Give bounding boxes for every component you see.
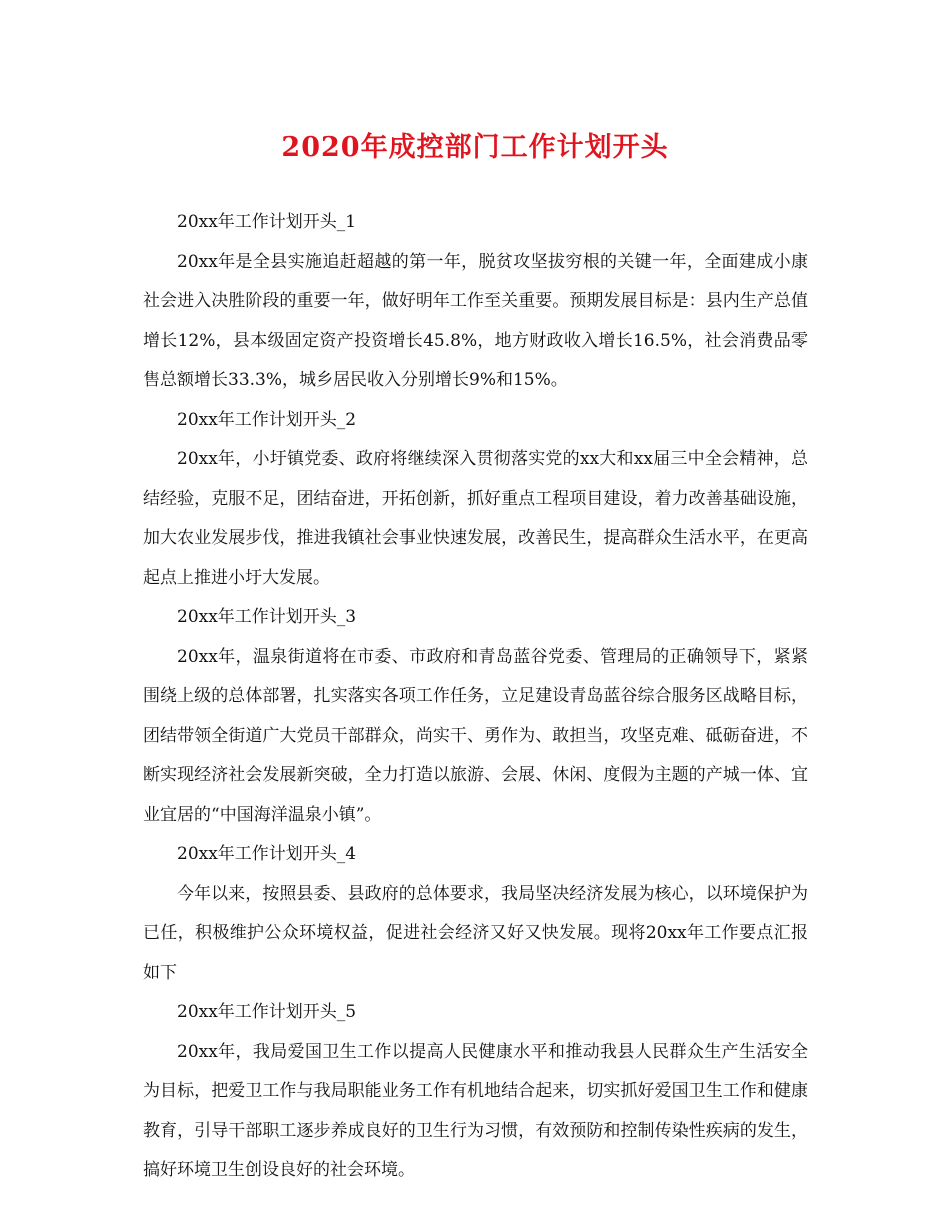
- section-heading-5: 20xx年工作计划开头_5: [177, 1002, 357, 1022]
- section-text-1: 20xx年是全县实施追赶超越的第一年，脱贫攻坚拔穷根的关键一年，全面建成小康社会进入决胜阶段的重要一年，做好明年工作至关重要。预期发展目标是：县内生产总值增长12%，县本级固定资产投资增长45.8%，地方财政收入增长16.5%，社会消费品零售总额增长33.3%，城乡居民收入分别增长9%和15%。: [143, 251, 808, 390]
- section-text-2: 20xx年，小圩镇党委、政府将继续深入贯彻落实党的xx大和xx届三中全会精神，总结经验，克服不足，团结奋进，开拓创新，抓好重点工程项目建设，着力改善基础设施，加大农业发展步伐，推进我镇社会事业快速发展，改善民生，提高群众生活水平，在更高起点上推进小圩大发展。: [143, 449, 808, 588]
- document-body: [143, 203, 808, 1191]
- section-text-3: 20xx年，温泉街道将在市委、市政府和青岛蓝谷党委、管理局的正确领导下，紧紧围绕上级的总体部署，扎实落实各项工作任务，立足建设青岛蓝谷综合服务区战略目标，团结带领全街道广大党员干部群众，尚实干、勇作为、敢担当，攻坚克难、砥砺奋进，不断实现经济社会发展新突破，全力打造以旅游、会展、休闲、度假为主题的产城一体、宜业宜居的“中国海洋温泉小镇”。: [143, 646, 808, 825]
- section-heading-2: 20xx年工作计划开头_2: [177, 409, 357, 430]
- section-text-5: 20xx年，我局爱国卫生工作以提高人民健康水平和推动我县人民群众生产生活安全为目标，把爱卫工作与我局职能业务工作有机地结合起来，切实抓好爱国卫生工作和健康教育，引导干部职工逐步养成良好的卫生行为习惯，有效预防和控制传染性疾病的发生，搞好环境卫生创设良好的社会环境。: [143, 1041, 808, 1180]
- section-heading-3: 20xx年工作计划开头_3: [177, 607, 357, 627]
- section-heading-4: 20xx年工作计划开头_4: [177, 844, 357, 864]
- section-heading-1: 20xx年工作计划开头_1: [177, 212, 357, 232]
- section-text-4: 今年以来，按照县委、县政府的总体要求，我局坚决经济发展为核心，以环境保护为已任，积极维护公众环境权益，促进社会经济又好又快发展。现将20xx年工作要点汇报如下: [143, 883, 808, 983]
- document-title: 2020年成控部门工作计划开头: [281, 132, 669, 163]
